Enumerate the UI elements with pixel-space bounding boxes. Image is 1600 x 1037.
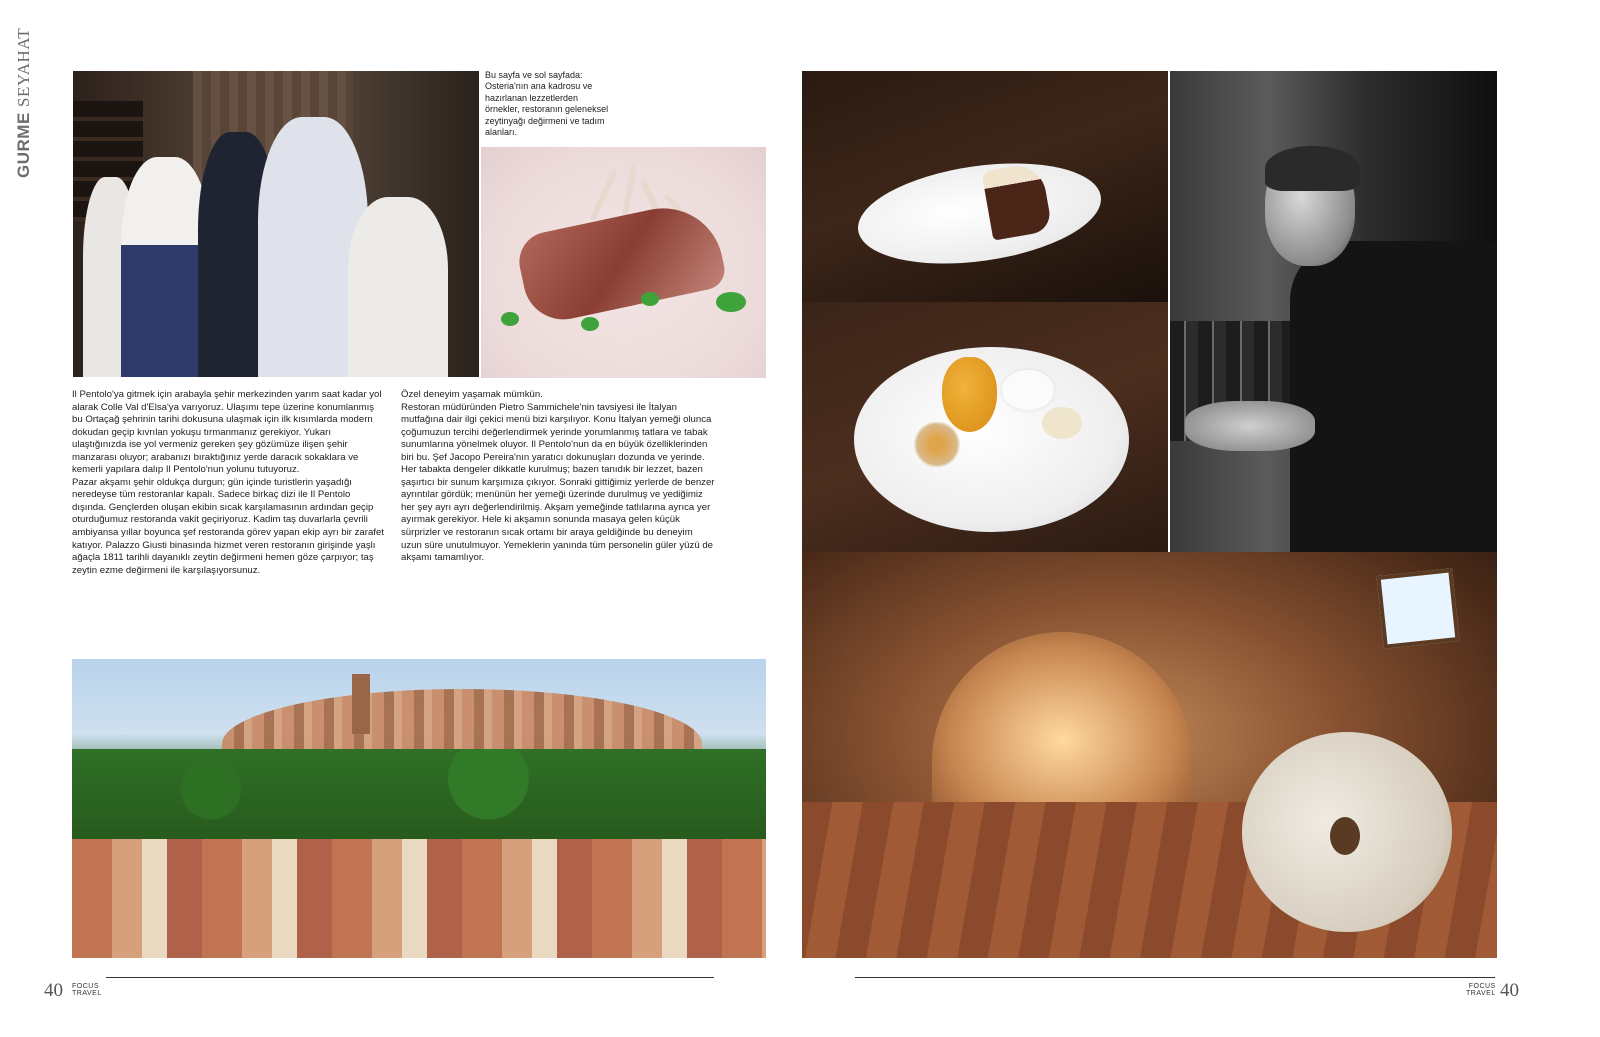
logo-line-2: TRAVEL bbox=[72, 990, 102, 997]
article-paragraph: Özel deneyim yaşamak mümkün. bbox=[401, 389, 543, 400]
logo-line-1: FOCUS bbox=[72, 983, 99, 990]
photo-caption: Bu sayfa ve sol sayfada: Osteria'nın ana kadrosu ve hazırlanan lezzetlerden örnekler, restoranın geleneksel zeytinyağı değirmeni ve tadım alanları. bbox=[485, 70, 609, 138]
chocolate-dessert-photo bbox=[802, 71, 1168, 302]
hill-town-photo bbox=[72, 659, 766, 958]
lamb-dish-photo bbox=[481, 147, 766, 378]
section-label-seyahat: SEYAHAT bbox=[14, 27, 33, 107]
page-number-left: 40 bbox=[44, 980, 63, 1001]
logo-line-2: TRAVEL bbox=[1466, 990, 1496, 997]
section-label bbox=[8, 18, 48, 188]
pear-dessert-photo bbox=[802, 302, 1168, 552]
footer-rule-left bbox=[106, 977, 714, 978]
team-photo bbox=[73, 71, 479, 377]
magazine-logo-right bbox=[1466, 983, 1496, 997]
article-paragraph: Restoran müdüründen Pietro Sammichele'nin tavsiyesi ile İtalyan mutfağına dair ilgi çekici menü bizi karşılıyor. Konu İtalyan yemeği olunca çoğumuzun tercihi değerlendirmek yerinde yorumlanmış tatlara ve tabak sunumlarına yönelmek oluyor. Il Pentolo'nun da en büyük özelliklerinden biri bu. Şef Jacopo Pereira'nın yaratıcı dokunuşları dozunda ve yerinde. Her tabakta dengeler dikkatle kurulmuş; bazen tanıdık bir lezzet, bazen şaşırtıcı bir sunum karşımıza çıkıyor. Sonraki gittiğimiz yerlerde de benzer ayrıntılar gördük; menünün her yemeği üzerinde durulmuş ve yediğimiz her şey ayrı ayrı değerlendirilmiş. Akşam yemeğinde tatlılarına ayrıca yer ayırmak gerekiyor. Hele ki akşamın sonunda masaya gelen küçük sürprizler ve restoranın sıcak ortamı bir araya geldiğinde bu deneyim uzun süre unutulmuyor. Yemeklerin yanında tüm personelin güler yüzü de akşamı tamamlıyor. bbox=[401, 401, 715, 564]
article-paragraph: Pazar akşamı şehir oldukça durgun; gün içinde turistlerin yaşadığı neredeyse tüm restoranlar kapalı. Sadece birkaç dizi ile Il Pentolo dışında. Gençlerden oluşan ekibin sıcak karşılamasının ardından geçip oturduğumuz restoranda vakit geçiriyoruz. Kadim taş duvarlarla çevrili ambiyansa yıllar boyunca şef restoranda görev yapan ekip ayrı bir zarafet katıyor. Palazzo Giusti binasında hizmet veren restoranın girişinde yaşlı ağaçla 1811 tarihli dayanıklı zeytin değirmeni hemen göze çarpıyor; taş zeytin ezme değirmeni ile karşılaşıyorsunuz. bbox=[72, 476, 384, 576]
footer-rule-right bbox=[855, 977, 1495, 978]
logo-line-1: FOCUS bbox=[1468, 983, 1496, 990]
article-column-1 bbox=[72, 389, 384, 653]
magazine-logo-left bbox=[72, 983, 102, 997]
article-column-2 bbox=[401, 389, 715, 653]
sommelier-photo bbox=[1170, 71, 1497, 552]
page-number-right: 40 bbox=[1500, 980, 1519, 1001]
section-label-gurme: GURME bbox=[14, 112, 33, 178]
article-paragraph: Il Pentolo'ya gitmek için arabayla şehir merkezinden yarım saat kadar yol alarak Colle Val d'Elsa'ya varıyoruz. Ulaşımı tepe üzerine konumlanmış bu Ortaçağ şehrinin tarihi dokusuna ulaşmak için ilk kısımlarda modern dokudan geçip kıvrılan yokuşu tırmanmanız gerekiyor. Yukarı ulaştığınızda ise yol vermeniz gereken şey gözümüze ilişen şehir manzarası oluyor; arabanızı bıraktığınız yerde daracık sokaklara ve kemerli yapılara dalıp Il Pentolo'nun yolunu tutuyoruz. bbox=[72, 389, 382, 476]
wine-cellar-restaurant-photo bbox=[802, 552, 1497, 958]
